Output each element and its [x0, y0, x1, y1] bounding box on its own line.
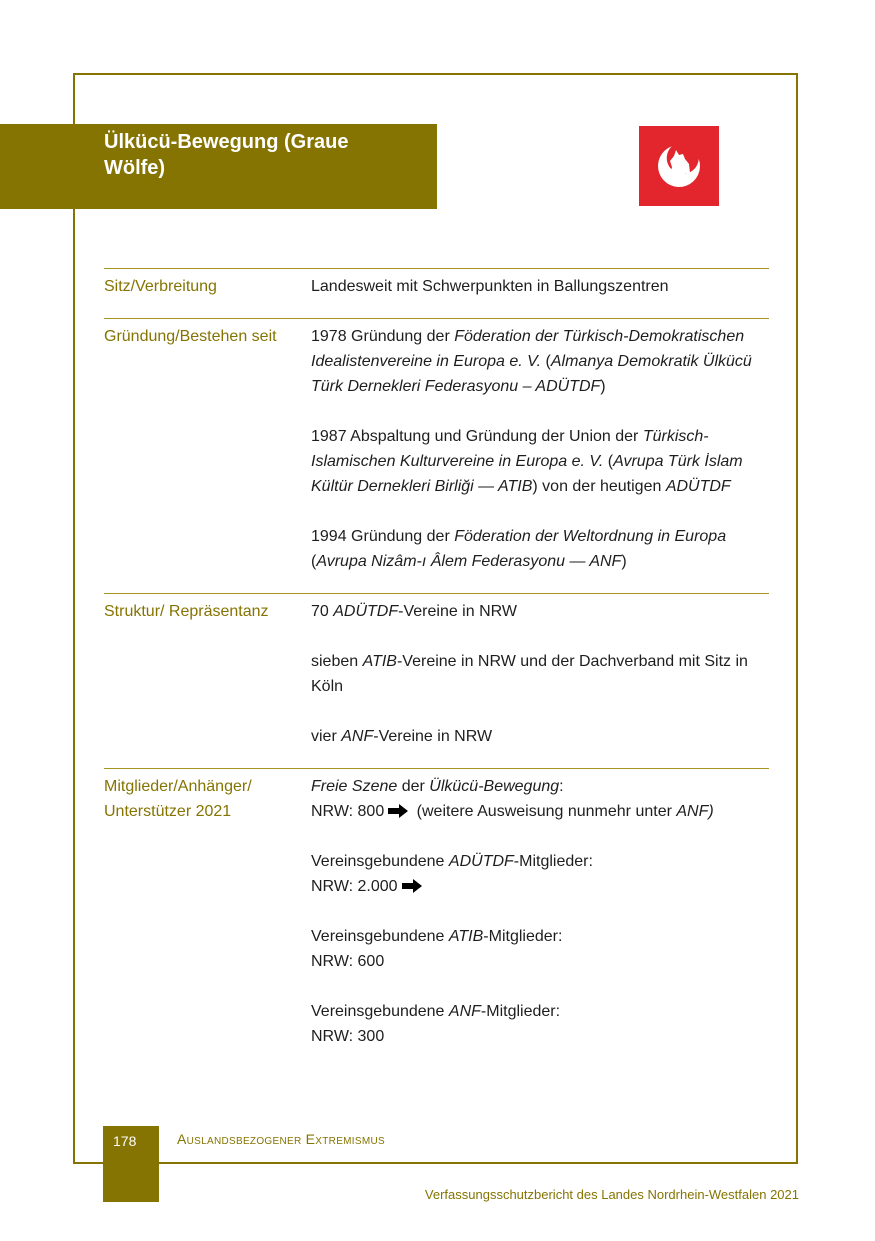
paragraph-1987 — [311, 424, 773, 499]
org-name: Föderation der Türkisch-Demokratischen Idealistenvereine in Europa e. V. — [311, 328, 745, 370]
org-name: Avrupa Türk İslam Kültür Dernekleri Birliği — ATIB — [311, 453, 743, 495]
text: (weitere Ausweisung nunmehr unter — [412, 803, 677, 820]
row-content — [311, 774, 773, 1049]
text: -Mitglieder: — [513, 853, 593, 870]
row-content — [311, 274, 773, 299]
text: Vereinsgebundene — [311, 1003, 449, 1020]
text: 1994 Gründung der — [311, 528, 455, 545]
paragraph-adutdf — [311, 599, 773, 624]
right-arrow-icon — [388, 804, 408, 818]
org-name: Türkisch-Islamischen Kulturvereine in Europa e. V. — [311, 428, 709, 470]
org-name: ADÜTDF — [448, 853, 514, 870]
row-content — [311, 599, 773, 749]
paragraph-1978 — [311, 324, 773, 399]
row-label: Sitz/Verbreitung — [104, 278, 217, 295]
publication-footer: Verfassungsschutzbericht des Landes Nordrhein-Westfalen 2021 — [424, 1187, 799, 1202]
row-sitz — [104, 268, 769, 319]
text: Vereinsgebundene — [311, 853, 449, 870]
text: ) von der heutigen — [532, 478, 666, 495]
text: ( — [311, 553, 317, 570]
org-name: Almanya Demokratik Ülkücü Türk Dernekleri Federasyonu – ADÜTDF — [311, 353, 752, 395]
row-label: Gründung/Bestehen seit — [104, 328, 277, 345]
org-name: ADÜTDF — [665, 478, 731, 495]
paragraph-atib — [311, 649, 773, 699]
org-name: ANF) — [676, 803, 714, 820]
paragraph-adutdf-members — [311, 849, 773, 899]
row-gruendung — [104, 318, 769, 594]
nrw-count: NRW: 600 — [311, 953, 385, 970]
row-label — [104, 774, 309, 824]
paragraph-anf — [311, 724, 773, 749]
row-content — [311, 324, 773, 574]
nrw-count: NRW: 800 — [311, 803, 385, 820]
text: ) — [621, 553, 627, 570]
text: 70 — [311, 603, 334, 620]
org-name: Föderation der Weltordnung in Europa — [454, 528, 727, 545]
text: der — [397, 778, 430, 795]
text: -Vereine in NRW — [373, 728, 493, 745]
page-number-box — [103, 1126, 159, 1202]
row-label: Struktur/ Repräsentanz — [104, 603, 269, 620]
text: -Vereine in NRW und der Dachverband mit Sitz in Köln — [311, 653, 748, 695]
section-name: Auslandsbezogener Extremismus — [177, 1131, 385, 1147]
text: Freie Szene — [311, 778, 398, 795]
row-struktur — [104, 593, 769, 769]
text: ( — [603, 453, 614, 470]
org-name: ANF — [341, 728, 374, 745]
row-mitglieder — [104, 768, 769, 1059]
text: Ülkücü-Bewegung — [429, 778, 560, 795]
title-line-1: Ülkücü-Bewegung (Graue — [104, 131, 349, 153]
text: -Mitglieder: — [480, 1003, 561, 1020]
right-arrow-icon — [402, 879, 422, 893]
org-name: ATIB — [362, 653, 397, 670]
org-name: Avrupa Nizâm-ı Âlem Federasyonu — ANF — [316, 553, 622, 570]
nrw-count: NRW: 2.000 — [311, 878, 398, 895]
label-line-1: Mitglieder/Anhänger/ — [104, 778, 252, 795]
paragraph-freie-szene — [311, 774, 773, 824]
label-line-2: Unterstützer 2021 — [104, 803, 232, 820]
org-name: ANF — [448, 1003, 481, 1020]
text: sieben — [311, 653, 363, 670]
title-line-2: Wölfe) — [104, 157, 166, 179]
page-title — [0, 124, 437, 209]
org-name: ATIB — [448, 928, 484, 945]
text: ( — [541, 353, 551, 370]
sitz-text: Landesweit mit Schwerpunkten in Ballungszentren — [311, 278, 669, 295]
text: 1987 Abspaltung und Gründung der Union der — [311, 428, 643, 445]
text: vier — [311, 728, 342, 745]
text: : — [559, 778, 564, 795]
nrw-count: NRW: 300 — [311, 1028, 385, 1045]
paragraph-atib-members — [311, 924, 773, 974]
text: Vereinsgebundene — [311, 928, 449, 945]
grey-wolf-logo-icon — [639, 126, 719, 206]
text: -Vereine in NRW — [398, 603, 517, 620]
text: 1978 Gründung der — [311, 328, 455, 345]
paragraph-1994 — [311, 524, 773, 574]
paragraph-anf-members — [311, 999, 773, 1049]
org-name: ADÜTDF — [333, 603, 399, 620]
text: -Mitglieder: — [483, 928, 563, 945]
text: ) — [600, 378, 606, 395]
page-number: 178 — [113, 1133, 137, 1149]
